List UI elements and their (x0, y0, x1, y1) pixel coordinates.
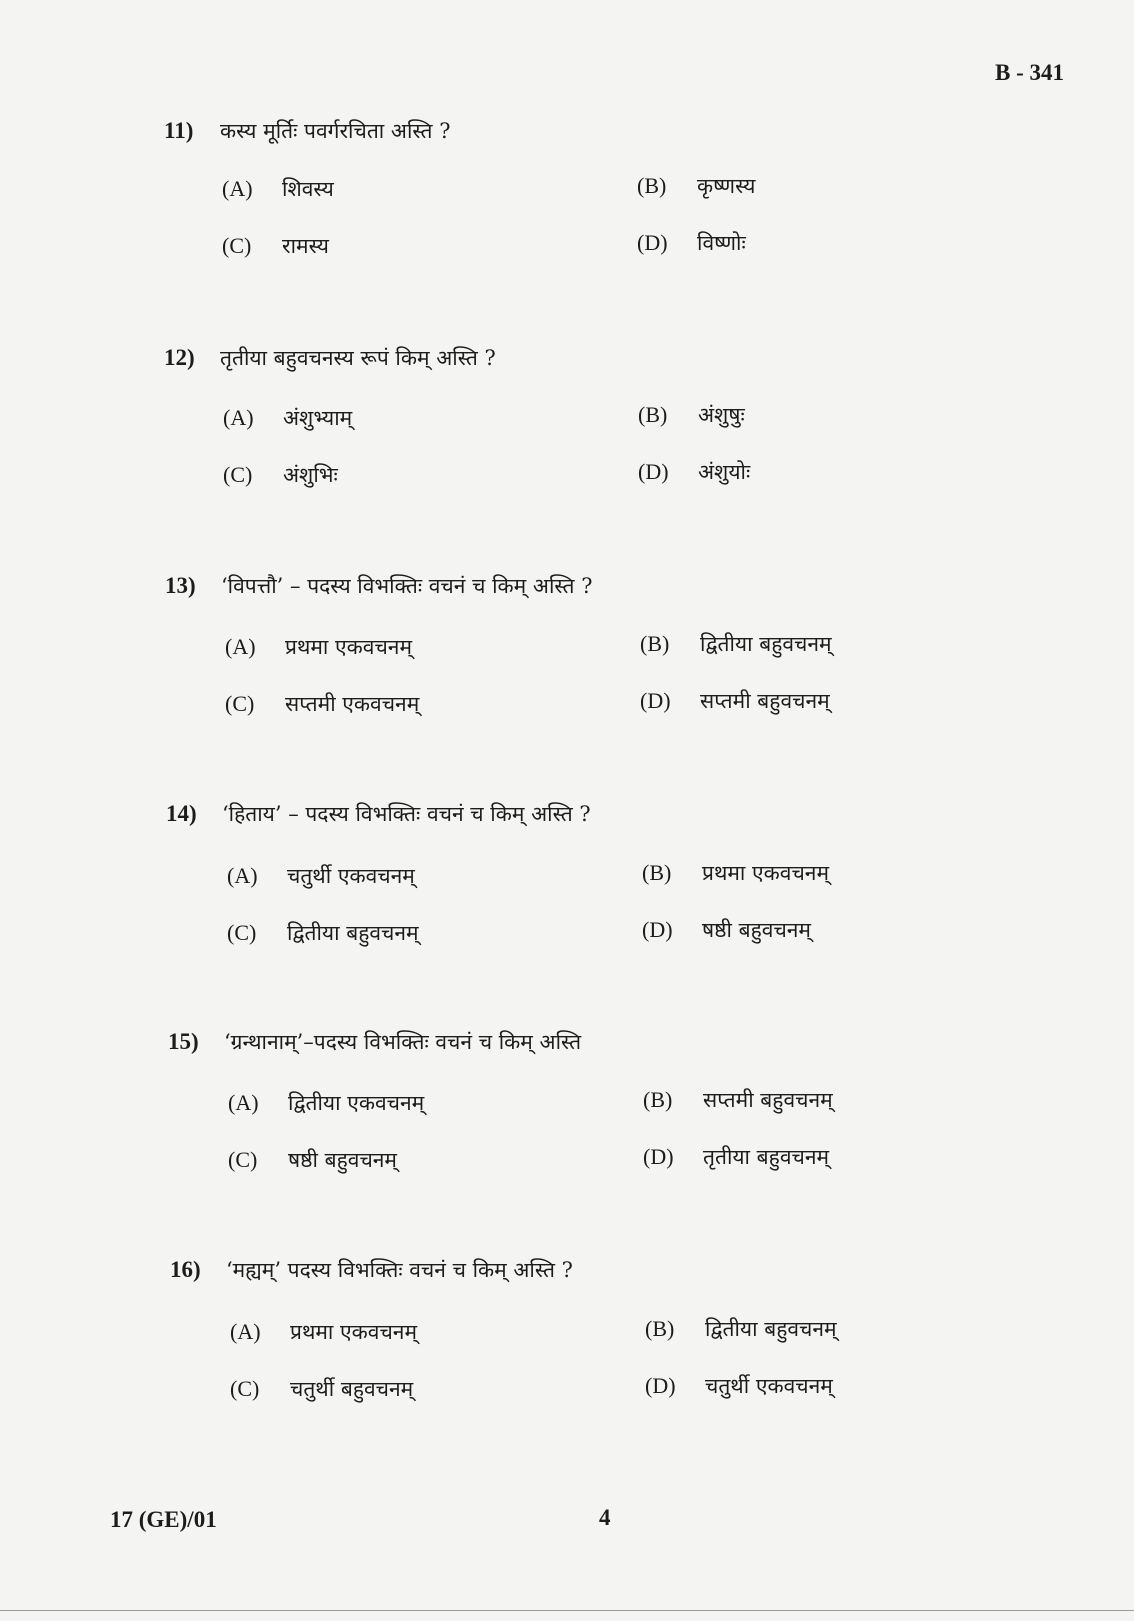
question-text: ‘हिताय’ – पदस्य विभक्तिः वचनं च किम् अस्ति ? (222, 802, 591, 826)
option-letter: (C) (225, 691, 255, 716)
option-text: प्रथमा एकवचनम् (285, 635, 413, 659)
option-letter: (D) (645, 1373, 676, 1398)
option-b (640, 630, 832, 658)
question-number: 14) (166, 801, 197, 826)
footer-paper-code: 17 (GE)/01 (110, 1507, 217, 1532)
question-text: कस्य मूर्तिः पवर्गरचिता अस्ति ? (220, 119, 451, 143)
option-a (225, 633, 412, 661)
option-letter: (D) (643, 1144, 674, 1169)
option-b (642, 859, 829, 887)
option-c (222, 232, 329, 260)
option-text: अंशुभ्याम् (283, 406, 353, 430)
option-a (222, 175, 334, 203)
bottom-divider (0, 1610, 1134, 1611)
option-b (638, 401, 745, 429)
option-text: चतुर्थी बहुवचनम् (290, 1377, 414, 1401)
option-b (637, 172, 755, 200)
option-c (225, 690, 419, 718)
option-text: द्वितीया एकवचनम् (288, 1091, 425, 1115)
question-text: ‘विपत्तौ’ – पदस्य विभक्तिः वचनं च किम् अस्ति ? (221, 574, 593, 598)
option-letter: (D) (637, 230, 668, 255)
option-text: कृष्णस्य (697, 174, 756, 198)
option-text: प्रथमा एकवचनम् (702, 861, 830, 885)
option-text: विष्णोः (697, 231, 746, 255)
option-letter: (A) (228, 1090, 259, 1115)
option-text: अंशुभिः (283, 463, 338, 487)
option-letter: (D) (640, 688, 671, 713)
question-15 (168, 1028, 1068, 1056)
option-text: तृतीया बहुवचनम् (703, 1145, 830, 1169)
question-12 (164, 344, 1064, 372)
option-c (230, 1375, 413, 1403)
question-number: 11) (164, 118, 194, 143)
option-text: चतुर्थी एकवचनम् (287, 864, 415, 888)
question-number: 13) (165, 573, 196, 598)
option-d (645, 1372, 833, 1400)
option-text: षष्ठी बहुवचनम् (702, 918, 811, 942)
option-text: सप्तमी एकवचनम् (285, 692, 420, 716)
option-d (638, 458, 750, 486)
option-letter: (B) (637, 173, 667, 198)
option-letter: (B) (643, 1087, 673, 1112)
question-13 (165, 572, 1065, 600)
option-d (642, 916, 811, 944)
option-a (228, 1089, 424, 1117)
question-text: ‘मह्यम्’ पदस्य विभक्तिः वचनं च किम् अस्ति ? (226, 1258, 573, 1282)
option-text: रामस्य (282, 234, 329, 258)
option-a (227, 862, 415, 890)
paper-code: B - 341 (995, 60, 1064, 85)
question-text: ‘ग्रन्थानाम्’–पदस्य विभक्तिः वचनं च किम् अस्ति (224, 1030, 582, 1054)
option-letter: (C) (223, 462, 253, 487)
option-letter: (B) (640, 631, 670, 656)
option-letter: (A) (225, 634, 256, 659)
option-d (637, 229, 746, 257)
option-text: द्वितीया बहुवचनम् (700, 632, 832, 656)
option-letter: (C) (230, 1376, 260, 1401)
option-a (230, 1318, 417, 1346)
option-text: चतुर्थी एकवचनम् (705, 1374, 833, 1398)
question-text: तृतीया बहुवचनस्य रूपं किम् अस्ति ? (220, 346, 496, 370)
option-a (223, 404, 352, 432)
option-letter: (A) (230, 1319, 261, 1344)
option-letter: (C) (228, 1147, 258, 1172)
option-letter: (B) (642, 860, 672, 885)
page-number: 4 (599, 1505, 611, 1530)
option-letter: (D) (642, 917, 673, 942)
question-number: 12) (164, 345, 195, 370)
option-letter: (C) (222, 233, 252, 258)
option-text: अंशुषुः (698, 403, 745, 427)
option-text: सप्तमी बहुवचनम् (703, 1088, 833, 1112)
option-letter: (A) (223, 405, 254, 430)
option-c (223, 461, 338, 489)
option-letter: (A) (227, 863, 258, 888)
option-b (643, 1086, 833, 1114)
option-c (228, 1146, 397, 1174)
option-text: शिवस्य (282, 177, 334, 201)
option-letter: (B) (638, 402, 668, 427)
question-number: 16) (170, 1257, 201, 1282)
option-b (645, 1315, 837, 1343)
option-d (640, 687, 830, 715)
question-14 (166, 800, 1066, 828)
option-letter: (B) (645, 1316, 675, 1341)
option-c (227, 919, 419, 947)
option-text: अंशुयोः (698, 460, 751, 484)
option-d (643, 1143, 829, 1171)
option-text: सप्तमी बहुवचनम् (700, 689, 830, 713)
option-text: द्वितीया बहुवचनम् (705, 1317, 837, 1341)
option-letter: (D) (638, 459, 669, 484)
option-text: षष्ठी बहुवचनम् (288, 1148, 397, 1172)
option-letter: (A) (222, 176, 253, 201)
option-text: द्वितीया बहुवचनम् (287, 921, 419, 945)
question-number: 15) (168, 1029, 199, 1054)
question-16 (170, 1256, 1070, 1284)
question-11 (164, 117, 1064, 145)
option-text: प्रथमा एकवचनम् (290, 1320, 418, 1344)
option-letter: (C) (227, 920, 257, 945)
